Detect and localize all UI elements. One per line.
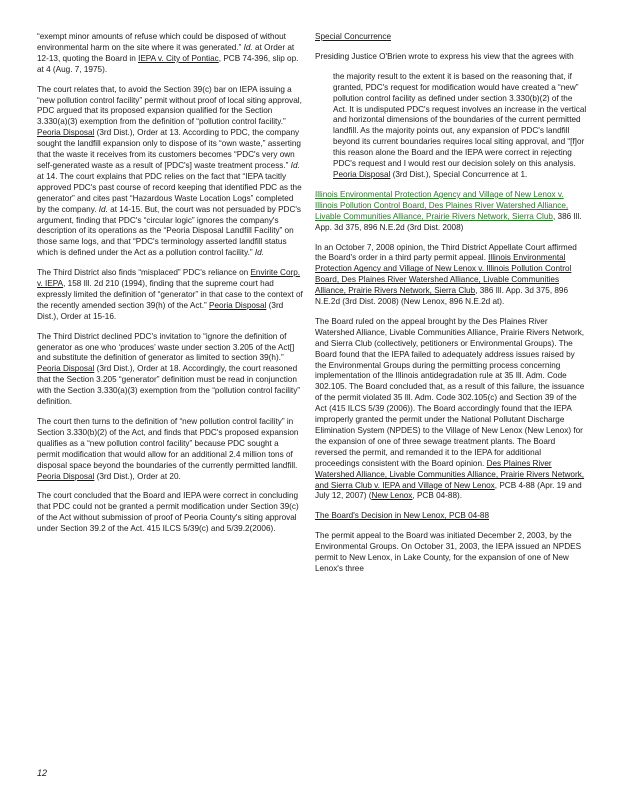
citation-text: Id. (243, 42, 253, 52)
body-text: The court concluded that the Board and IEPA were correct in concluding that PDC could not be granted a permit modification under Section 39(c) of the Act without submission of proof of Peoria County's siting approval under Section 39.2 of the Act. 415 ILCS 5/39(c) and 5/39.2(2006). (37, 491, 299, 534)
body-text: Special Concurrence (315, 32, 392, 41)
citation-text: Id. (98, 204, 108, 214)
body-text: In an October 7, 2008 opinion, the Third District Appellate Court affirmed the Board's order in a third party permit appeal. (315, 242, 577, 263)
body-text: (3rd Dist.), Order at 18. Accordingly, the court reasoned that the Section 3.205 “generator” definition must be read in conjunction with the Section 3.330(a)(3) exemption from the “pollution control facility” definition. (37, 364, 301, 407)
paragraph (315, 531, 587, 575)
body-text: (3rd Dist.), Special Concurrence at 1. (390, 169, 528, 179)
paragraph (315, 190, 587, 234)
case-citation-link[interactable]: IEPA v. City of Pontiac (138, 53, 219, 63)
body-text: “exempt minor amounts of refuse which could be disposed of without environmental harm on the site where it was generated.” (37, 32, 286, 52)
right-column (315, 32, 587, 584)
case-citation-link[interactable]: Envirite Corp. v. IEPA (37, 268, 301, 289)
body-text: The Third District also finds “misplaced” PDC's reliance on (37, 268, 251, 278)
paragraph (37, 85, 303, 260)
paragraph (37, 32, 303, 76)
left-column (37, 32, 303, 544)
paragraph (37, 417, 303, 482)
section-heading (315, 511, 587, 522)
case-citation-link[interactable]: Peoria Disposal (209, 300, 267, 310)
page-number: 12 (37, 768, 48, 778)
case-citation-link[interactable]: Peoria Disposal (37, 128, 95, 138)
body-text: The court then turns to the definition of “new pollution control facility” in Section 3.330(b)(2) of the Act, and finds that PDC's proposed expansion qualifies as a “new pollution control facility” because PDC sought a permit modification that would allow for an additional 2.4 million tons of disposal space beyond the boundaries of the currently permitted landfill. (37, 417, 299, 470)
paragraph (37, 268, 303, 323)
body-text: (3rd Dist.), Order at 15-16. (37, 300, 284, 321)
body-text: The Third District declined PDC's invitation to “ignore the definition of generator as one who ‘produces’ waste under section 3.205 of the Act[] and substitute the definition of generator as limited to section 39(h).” (37, 331, 295, 363)
case-citation-link[interactable]: Peoria Disposal (37, 364, 95, 374)
paragraph (37, 332, 303, 408)
case-citation-link[interactable]: New Lenox (371, 491, 413, 501)
body-text: The court relates that, to avoid the Section 39(c) bar on IEPA issuing a “new pollution control facility” permit without proof of local siting approval, PDC argued that its proposed expansion qualified for the Section 3.330(a)(3) exemption from the definition of “pollution control facility.” (37, 84, 302, 127)
section-heading (315, 32, 587, 43)
body-text: at 14-15. But, the court was not persuaded by PDC's argument, finding that PDC's “circular logic” ignores the company's description of its operations as the “Peoria Disposal Landfill Facility” on those same logs, and that “PDC's terminology asserted landfill status which is defined under the Act as a pollution control facility.” (37, 204, 302, 258)
body-text: at Order at 12-13, quoting the Board in (37, 42, 295, 63)
case-citation-link[interactable]: Peoria Disposal (333, 169, 391, 179)
case-heading-link[interactable]: Illinois Environmental Protection Agency and Village of New Lenox v. Illinois Pollution Control Board, Des Plaines River Watershed Alliance, Livable Communities Alliance, Prairie Rivers Network, Sierra Club (315, 189, 569, 221)
body-text: Presiding Justice O'Brien wrote to express his view that the agrees with (315, 51, 574, 61)
body-text: , PCB 04-88). (412, 491, 463, 501)
paragraph (315, 317, 587, 502)
body-text: , 386 Ill. App. 3d 375, 896 N.E.2d (3rd Dist. 2008) (New Lenox, 896 N.E.2d at). (315, 286, 569, 307)
paragraph (37, 491, 303, 535)
paragraph (315, 52, 587, 63)
citation-text: Id. (254, 248, 264, 258)
body-text: , PCB 4-88 (Apr. 19 and July 12, 2007) ( (315, 480, 582, 501)
body-text: the majority result to the extent it is based on the reasoning that, if granted, PDC's request for modification would have created a “new” pollution control facility as defined under section 3.330(b)(2) of the Act. It is undisputed PDC's request involves an increase in the vertical and horizontal dimensions of the boundaries of the current permitted landfill. As the majority points out, any expansion of PDC's landfill beyond its current boundaries requires local siting approval, and “[f]or this reason alone the Board and the IEPA were correct in rejecting PDC's request and I would rest our decision solely on this analysis. (333, 71, 587, 169)
body-text: at 14. The court explains that PDC relies on the fact that “IEPA tacitly approved PDC's past course of record keeping that identified PDC as the generator” and cites past “Hazardous Waste Location Logs” completed by the company. (37, 171, 302, 214)
body-text: (3rd Dist.), Order at 13. According to PDC, the company sought the landfill expansion only to dispose of its “own waste,” asserting that the waste it receives from its customers becomes “PDC's very own self-generated waste as a result of [PDC's] waste treatment process.” (37, 128, 301, 170)
case-citation-link[interactable]: Des Plaines River Watershed Alliance, Livable Communities Alliance, Prairie Rivers Network, and Sierra Club v. IEPA and Village of New Lenox (315, 458, 585, 490)
citation-text: Id. (290, 160, 300, 170)
body-text: (3rd Dist.), Order at 20. (94, 471, 181, 481)
block-quote (333, 72, 587, 181)
body-text: The Board ruled on the appeal brought by the Des Plaines River Watershed Alliance, Livable Communities Alliance, Prairie Rivers Network, and Sierra Club (collectively, petitioners or Environmental Groups). The Board found that the IEPA failed to adequately address issues raised by the Environmental Groups during the permitting process concerning implementation of the Illinois antidegradation rule at 35 Ill. Adm. Code 302.105. The Board concluded that, as a result of this failure, the issuance of the permit violated 35 Ill. Adm. Code 302.105(c) and Section 39 of the Act (415 ILCS 5/39 (2006)). The Board accordingly found that the IEPA improperly granted the permit under the National Pollutant Discharge Elimination System (NPDES) to the Village of New Lenox (New Lenox) for the expansion of one of three sewage treatment plants. The Board reversed the permit, and remanded it to the IEPA for additional proceedings consistent with the Board opinion. (315, 316, 585, 468)
body-text: , 158 Ill. 2d 210 (1994), finding that the supreme court had expressly limited the definition of “generator” in that case to the context of the recently amended section 39(h) of the Act.” (37, 279, 303, 310)
paragraph (315, 243, 587, 308)
body-text: , PCB 74-396, slip op. at 4 (Aug. 7, 1975). (37, 53, 299, 74)
case-citation-link[interactable]: Illinois Environmental Protection Agency and Village of New Lenox v. Illinois Pollution Control Board, Des Plaines River Watershed Alliance, Livable Communities Alliance, Prairie Rivers Network, Sierra Club (315, 253, 572, 296)
body-text: , 386 Ill. App. 3d 375, 896 N.E.2d (3rd Dist. 2008) (315, 211, 582, 232)
body-text: The Board's Decision in New Lenox, PCB 04-88 (315, 511, 490, 521)
body-text: The permit appeal to the Board was initiated December 2, 2003, by the Environmental Groups. On October 31, 2003, the IEPA issued an NPDES permit to New Lenox, in Lake County, for the expansion of one of New Lenox's three (315, 531, 582, 573)
case-citation-link[interactable]: Peoria Disposal (37, 471, 95, 481)
